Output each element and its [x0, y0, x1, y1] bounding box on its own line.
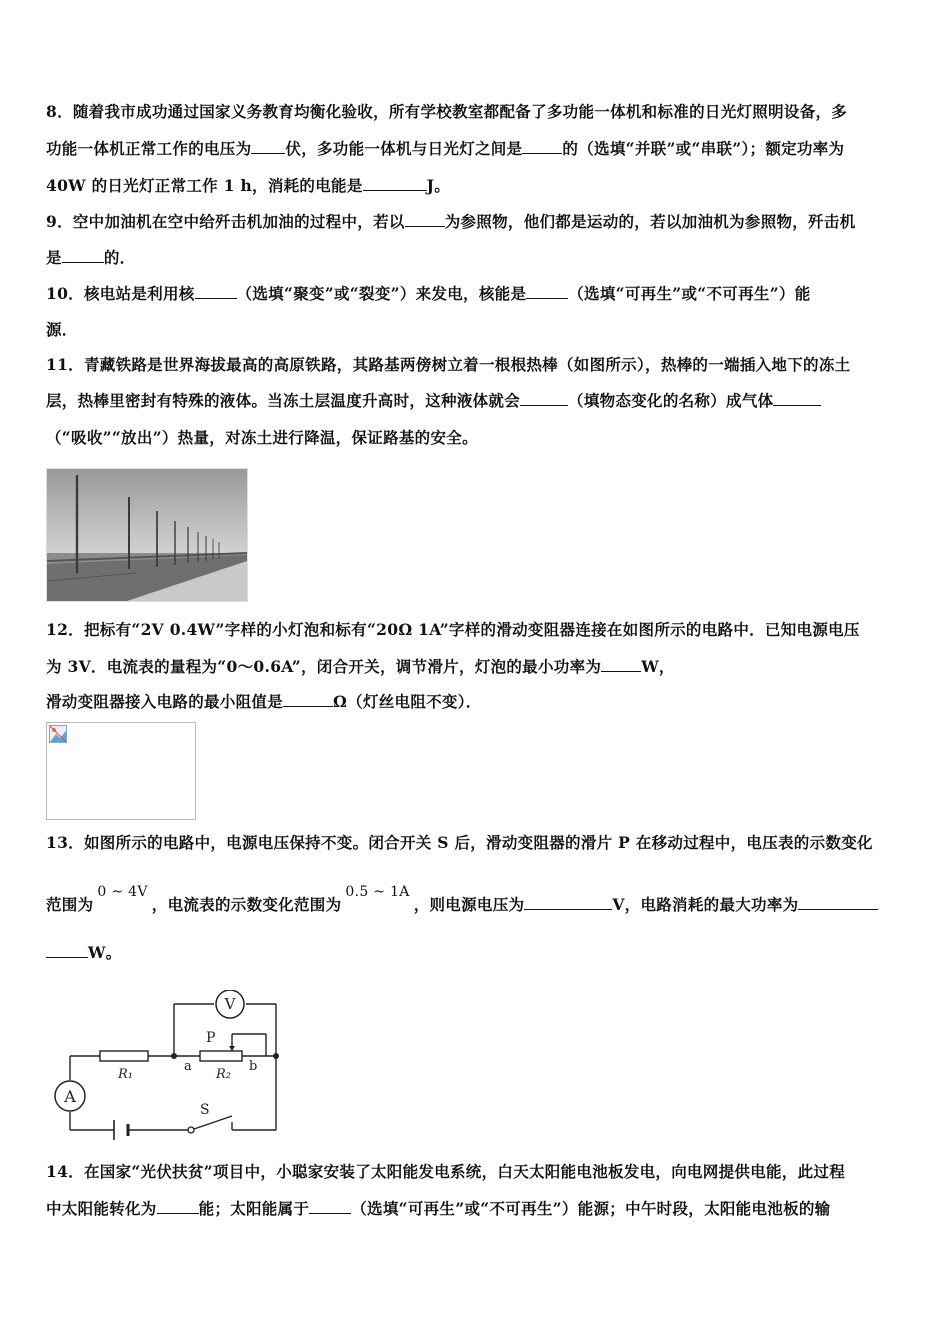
q14-text-b: 能；太阳能属于 — [198, 1199, 310, 1218]
q13-circuit-diagram — [46, 990, 286, 1140]
q8-line2 — [46, 139, 906, 159]
q12-blank-min-resistance[interactable] — [283, 692, 333, 707]
broken-image-icon — [49, 725, 67, 743]
q9-text-c: 是 — [46, 248, 62, 267]
q13-blank-source-voltage[interactable] — [524, 895, 612, 910]
q10-blank-renewable[interactable] — [526, 284, 568, 299]
q12-text-b: W， — [641, 657, 675, 676]
q10-text-c: （选填“可再生”或“不可再生”）能 — [568, 284, 811, 303]
r2-label: R₂ — [216, 1067, 231, 1082]
q9-line2 — [46, 248, 906, 268]
r1-resistor — [100, 1051, 148, 1061]
q14-text-a: 中太阳能转化为 — [46, 1199, 157, 1218]
q11-text-b: （填物态变化的名称）成气体 — [568, 391, 774, 410]
point-b-label: b — [249, 1059, 258, 1074]
r1-label: R₁ — [118, 1067, 133, 1082]
q11-line2 — [46, 391, 906, 411]
ammeter-label: A — [64, 1087, 76, 1106]
point-a-label: a — [184, 1059, 192, 1074]
railway-heat-rod-photo — [46, 468, 248, 602]
q9-blank-reference[interactable] — [405, 212, 445, 227]
q12-line1: 12．把标有“2V 0.4W”字样的小灯泡和标有“20Ω 1A”字样的滑动变阻器连接在如图所示的电路中．已知电源电压 — [46, 620, 860, 639]
q13-blank-max-power-a[interactable] — [798, 895, 878, 910]
q8-text-e: J。 — [426, 176, 451, 195]
q12-text-a: 为 3V．电流表的量程为“0～0.6A”，闭合开关，调节滑片，灯泡的最小功率为 — [46, 657, 602, 676]
switch — [188, 1116, 232, 1133]
q9-blank-state[interactable] — [62, 248, 104, 263]
q9-text-a: 9．空中加油机在空中给歼击机加油的过程中，若以 — [46, 212, 405, 231]
q11-blank-phase-change[interactable] — [520, 391, 568, 406]
q13-text-c: ，则电源电压为 — [413, 895, 525, 914]
q12-text-d: Ω（灯丝电阻不变）． — [333, 692, 482, 711]
q10-text-b: （选填“聚变”或“裂变”）来发电，核能是 — [236, 284, 527, 303]
q12-line3 — [46, 692, 906, 712]
q8-text-a: 功能一体机正常工作的电压为 — [46, 139, 252, 158]
q12-blank-min-power[interactable] — [601, 657, 641, 672]
q10-text-a: 10．核电站是利用核 — [46, 284, 195, 303]
q10-line1 — [46, 284, 906, 304]
q12-line2 — [46, 657, 906, 677]
q13-text-e: W。 — [88, 943, 122, 962]
q9-text-d: 的． — [103, 248, 136, 267]
q11-line1: 11．青藏铁路是世界海拔最高的高原铁路，其路基两傍树立着一根根热棒（如图所示），热棒的一端插入地下的冻土 — [46, 355, 851, 374]
q8-line1: 8．随着我市成功通过国家义务教育均衡化验收，所有学校教室都配备了多功能一体机和标准的日光灯照明设备，多 — [46, 102, 848, 121]
voltmeter-label: V — [224, 995, 236, 1013]
ammeter — [55, 1081, 85, 1111]
q14-text-c: （选填“可再生”或“不可再生”）能源；中午时段，太阳能电池板的输 — [351, 1199, 831, 1218]
r2-rheostat — [200, 1046, 242, 1061]
q12-text-c: 滑动变阻器接入电路的最小阻值是 — [46, 692, 284, 711]
q13-text-b: ，电流表的示数变化范围为 — [151, 895, 342, 914]
q11-blank-heat[interactable] — [773, 391, 821, 406]
q14-line2 — [46, 1199, 906, 1219]
q14-line1: 14．在国家“光伏扶贫”项目中，小聪家安装了太阳能发电系统，白天太阳能电池板发电，向电网提供电能，此过程 — [46, 1162, 846, 1181]
q8-text-c: 的（选填“并联”或“串联”）；额定功率为 — [562, 139, 845, 158]
railway-photo-drawing — [47, 469, 247, 601]
q8-blank-energy[interactable] — [363, 176, 427, 191]
q13-blank-max-power-b[interactable] — [46, 943, 88, 958]
q11-line3: （“吸收”“放出”）热量，对冻土进行降温，保证路基的安全。 — [46, 428, 478, 447]
q14-blank-energy-form[interactable] — [157, 1199, 199, 1214]
missing-circuit-image — [46, 722, 196, 820]
slider-p-label: P — [206, 1030, 216, 1046]
q13-line1: 13．如图所示的电路中，电源电压保持不变。闭合开关 S 后，滑动变阻器的滑片 P 在移动过程中，电压表的示数变化 — [46, 833, 873, 852]
q10-line2: 源． — [46, 320, 78, 339]
q13-line3 — [46, 943, 906, 963]
junction-dot-b — [273, 1053, 279, 1059]
q8-text-b: 伏，多功能一体机与日光灯之间是 — [285, 139, 523, 158]
q14-blank-renewable[interactable] — [309, 1199, 351, 1214]
q8-blank-connection[interactable] — [522, 139, 562, 154]
switch-s-label: S — [200, 1102, 210, 1118]
battery — [114, 1120, 128, 1140]
circuit-drawing — [46, 990, 286, 1140]
q13-text-a: 范围为 — [46, 895, 94, 914]
q8-line3 — [46, 176, 906, 196]
q8-blank-voltage[interactable] — [251, 139, 285, 154]
q11-text-a: 层，热棒里密封有特殊的液体。当冻土层温度升高时，这种液体就会 — [46, 391, 521, 410]
q10-blank-reaction[interactable] — [195, 284, 237, 299]
q13-voltage-range: 0 ~ 4V — [97, 884, 148, 900]
q8-text-d: 40W 的日光灯正常工作 1 h，消耗的电能是 — [46, 176, 363, 195]
q9-line1 — [46, 212, 906, 232]
q9-text-b: 为参照物，他们都是运动的，若以加油机为参照物，歼击机 — [444, 212, 856, 231]
q13-current-range: 0.5 ~ 1A — [345, 884, 410, 900]
voltmeter — [216, 990, 244, 1018]
q13-line2 — [46, 884, 906, 916]
q13-text-d: V，电路消耗的最大功率为 — [612, 895, 799, 914]
junction-dot-a — [171, 1053, 177, 1059]
